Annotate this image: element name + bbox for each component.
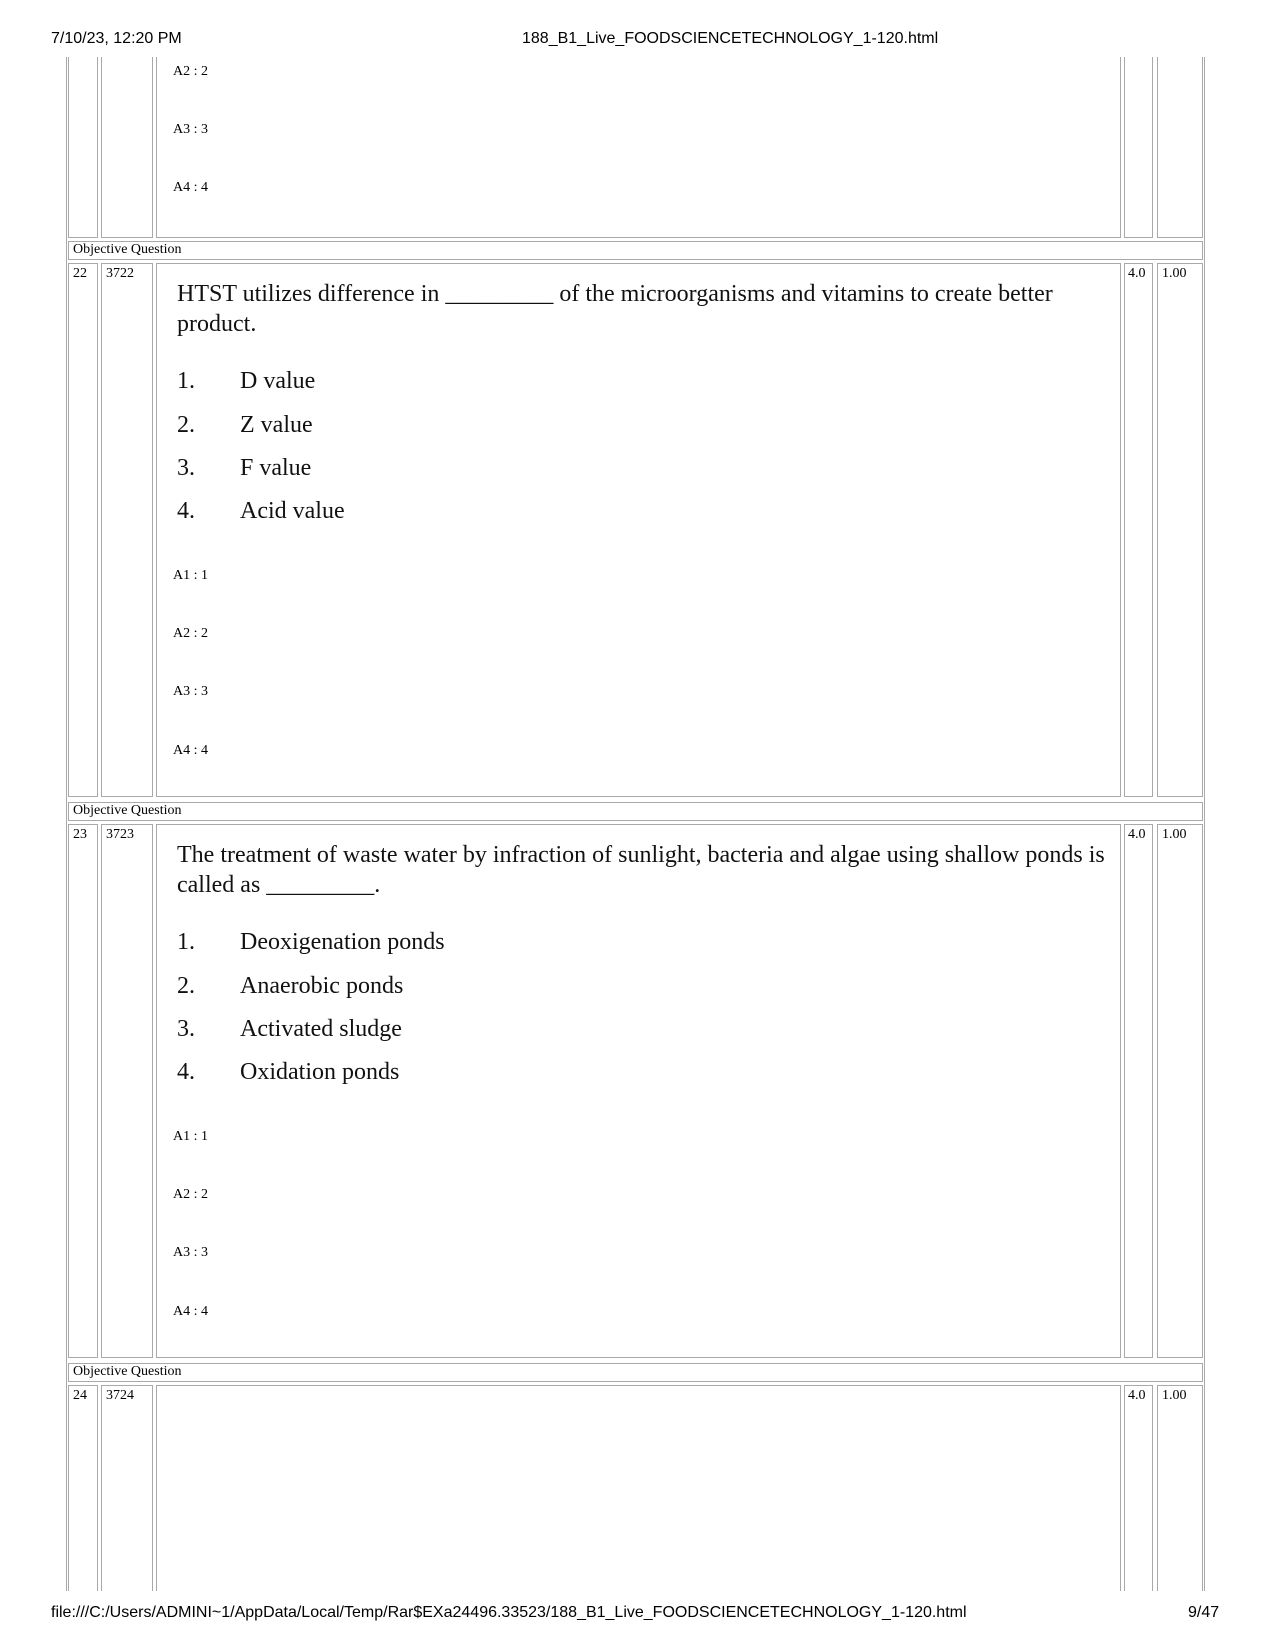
question-cell <box>156 263 1121 797</box>
marks-value: 4.0 <box>1128 1388 1146 1403</box>
marks-cell <box>1124 263 1153 797</box>
option-number: 3. <box>177 1016 195 1042</box>
question-id: 3724 <box>106 1388 134 1403</box>
option-text: Oxidation ponds <box>240 1059 400 1085</box>
option-text: Anaerobic ponds <box>240 973 404 999</box>
marks-cell <box>1124 57 1153 238</box>
option-text: Acid value <box>240 498 345 524</box>
answer-label: A2 : 2 <box>173 64 208 79</box>
question-type-row <box>68 802 1203 821</box>
question-type-label: Objective Question <box>73 803 182 818</box>
option-number: 2. <box>177 973 195 999</box>
answer-label: A2 : 2 <box>173 626 208 641</box>
option-number: 1. <box>177 929 195 955</box>
negative-cell <box>1157 1385 1203 1591</box>
qid-cell <box>101 1385 153 1591</box>
answer-label: A3 : 3 <box>173 684 208 699</box>
question-type-label: Objective Question <box>73 242 182 257</box>
option-text: Activated sludge <box>240 1016 402 1042</box>
question-serial: 22 <box>73 266 87 281</box>
negative-marks-value: 1.00 <box>1162 827 1187 842</box>
option-number: 1. <box>177 368 195 394</box>
negative-cell <box>1157 824 1203 1358</box>
sno-cell <box>68 263 98 797</box>
negative-cell <box>1157 57 1203 238</box>
question-id: 3723 <box>106 827 134 842</box>
marks-value: 4.0 <box>1128 266 1146 281</box>
answer-label: A4 : 4 <box>173 1304 208 1319</box>
print-datetime: 7/10/23, 12:20 PM <box>51 30 182 47</box>
question-type-row <box>68 241 1203 260</box>
option-number: 2. <box>177 412 195 438</box>
question-cell <box>156 1385 1121 1591</box>
answer-label: A3 : 3 <box>173 1245 208 1260</box>
answer-label: A1 : 1 <box>173 1129 208 1144</box>
question-serial: 24 <box>73 1388 87 1403</box>
answer-label: A3 : 3 <box>173 122 208 137</box>
answer-label: A4 : 4 <box>173 743 208 758</box>
option-text: Deoxigenation ponds <box>240 929 445 955</box>
option-number: 4. <box>177 1059 195 1085</box>
question-serial: 23 <box>73 827 87 842</box>
answer-label: A2 : 2 <box>173 1187 208 1202</box>
option-text: D value <box>240 368 316 394</box>
sno-cell <box>68 824 98 1358</box>
marks-cell <box>1124 824 1153 1358</box>
negative-cell <box>1157 263 1203 797</box>
question-type-label: Objective Question <box>73 1364 182 1379</box>
answer-label: A1 : 1 <box>173 568 208 583</box>
print-document-title: 188_B1_Live_FOODSCIENCETECHNOLOGY_1-120.html <box>522 30 939 47</box>
print-file-url: file:///C:/Users/ADMINI~1/AppData/Local/Temp/Rar$EXa24496.33523/188_B1_Live_FOODSCIENCETECHNOLOGY_1-120.html <box>51 1604 967 1621</box>
negative-marks-value: 1.00 <box>1162 266 1187 281</box>
question-text: HTST utilizes difference in _________ of the microorganisms and vitamins to create better product. <box>177 281 1053 337</box>
question-type-row <box>68 1363 1203 1382</box>
qid-cell <box>101 824 153 1358</box>
question-text: The treatment of waste water by infraction of sunlight, bacteria and algae using shallow ponds is called as _________. <box>177 842 1105 898</box>
option-text: F value <box>240 455 312 481</box>
answer-label: A4 : 4 <box>173 180 208 195</box>
question-cell <box>156 824 1121 1358</box>
sno-cell <box>68 1385 98 1591</box>
marks-value: 4.0 <box>1128 827 1146 842</box>
question-id: 3722 <box>106 266 134 281</box>
question-cell <box>156 57 1121 238</box>
option-text: Z value <box>240 412 313 438</box>
qid-cell <box>101 263 153 797</box>
print-page-number: 9/47 <box>1188 1604 1220 1621</box>
negative-marks-value: 1.00 <box>1162 1388 1187 1403</box>
option-number: 3. <box>177 455 195 481</box>
qid-cell <box>101 57 153 238</box>
sno-cell <box>68 57 98 238</box>
option-number: 4. <box>177 498 195 524</box>
marks-cell <box>1124 1385 1153 1591</box>
